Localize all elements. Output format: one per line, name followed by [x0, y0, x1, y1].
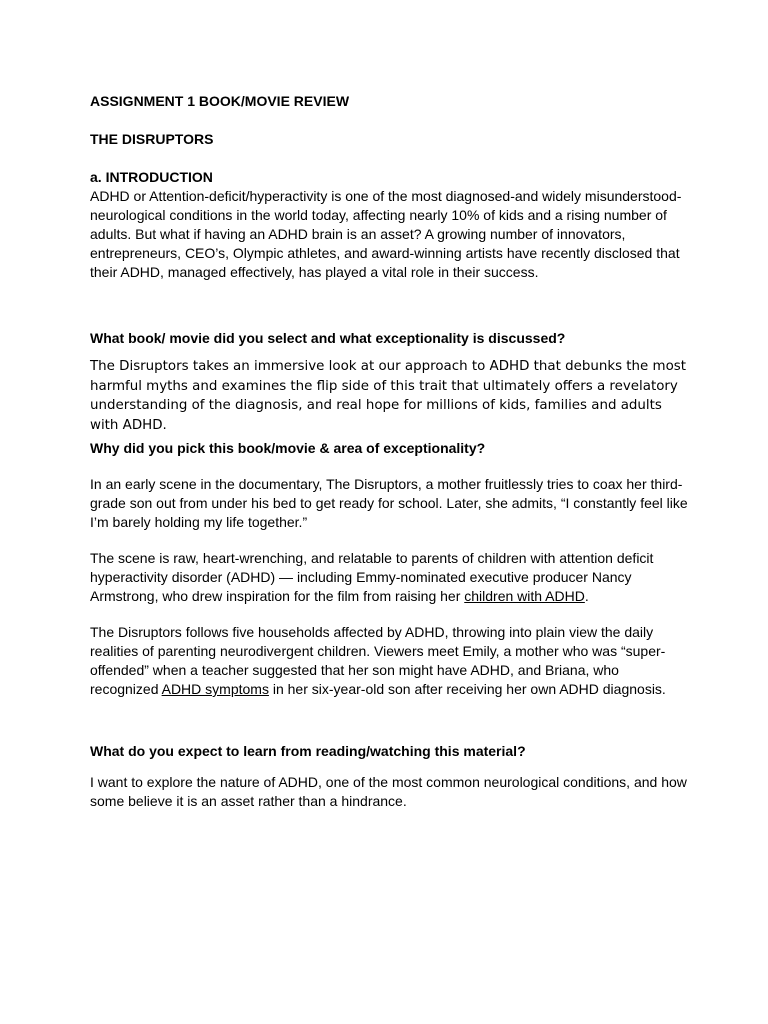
document-page — [90, 92, 690, 811]
answer-2-paragraph-2-end: . — [584, 588, 589, 604]
answer-1-paragraph: The Disruptors takes an immersive look at our approach to ADHD that debunks the most harmful myths and examines the flip side of this trait that ultimately offers a revelatory understanding of the diagnosis, and real hope for millions of kids, families and adults with ADHD. — [90, 359, 687, 433]
answer-2-paragraph-2-text: The scene is raw, heart-wrenching, and relatable to parents of children with attention deficit hyperactivity disorder (ADHD) — including Emmy-nominated executive producer Nancy Armstrong, who drew inspiration for the film from raising her — [90, 550, 654, 604]
intro-heading: a. INTRODUCTION — [90, 169, 213, 185]
question-3: What do you expect to learn from reading/watching this material? — [90, 743, 526, 759]
answer-2-paragraph-3-end: in her six-year-old son after receiving her own ADHD diagnosis. — [268, 681, 666, 697]
children-with-adhd-link[interactable]: children with ADHD — [464, 588, 585, 604]
document-subtitle: THE DISRUPTORS — [90, 131, 214, 147]
document-title: ASSIGNMENT 1 BOOK/MOVIE REVIEW — [90, 93, 350, 109]
adhd-symptoms-link[interactable]: ADHD symptoms — [161, 681, 269, 697]
answer-2-paragraph-3-text: The Disruptors follows five households affected by ADHD, throwing into plain view the daily realities of parenting neurodivergent children. Viewers meet Emily, a mother who was “super-offended” when a teacher suggested that her son might have ADHD, and Briana, who recognized — [90, 624, 666, 697]
question-2: Why did you pick this book/movie & area of exceptionality? — [90, 440, 486, 456]
answer-2-paragraph-3 — [90, 623, 690, 699]
answer-2-paragraph-1: In an early scene in the documentary, The Disruptors, a mother fruitlessly tries to coax her third-grade son out from under his bed to get ready for school. Later, she admits, “I constantly feel like I’m barely holding my life together.” — [90, 476, 688, 530]
question-1: What book/ movie did you select and what exceptionality is discussed? — [90, 330, 566, 346]
intro-paragraph: ADHD or Attention-deficit/hyperactivity is one of the most diagnosed-and widely misunderstood-neurological conditions in the world today, affecting nearly 10% of kids and a rising number of adults. But what if having an ADHD brain is an asset? A growing number of innovators, entrepreneurs, CEO’s, Olympic athletes, and award-winning artists have recently disclosed that their ADHD, managed effectively, has played a vital role in their success. — [90, 188, 682, 280]
answer-2-paragraph-2 — [90, 549, 690, 606]
answer-3-paragraph: I want to explore the nature of ADHD, one of the most common neurological conditions, and how some believe it is an asset rather than a hindrance. — [90, 774, 687, 809]
